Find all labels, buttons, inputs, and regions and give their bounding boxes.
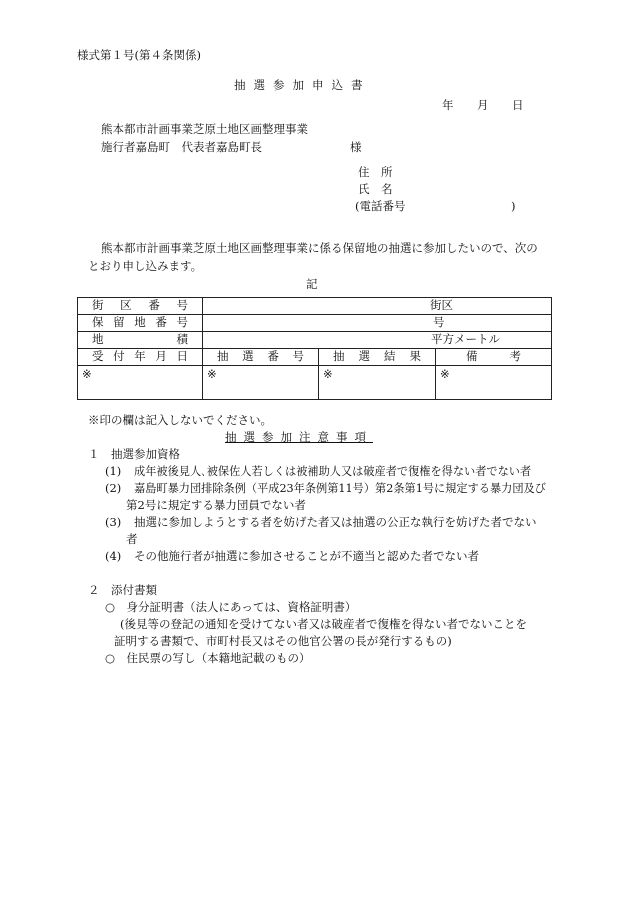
- table-row: [78, 315, 552, 332]
- date-day: 日: [512, 98, 524, 112]
- item3-text-cont: 者: [126, 532, 138, 546]
- table-row: [78, 349, 552, 366]
- header-remarks: 備考: [436, 349, 552, 366]
- body-text-line1: 熊本都市計画事業芝原土地区画整理事業に係る保留地の抽選に参加したいので、次の: [101, 241, 538, 255]
- addressee-honorific: 様: [350, 140, 362, 154]
- item2-text-cont: 第2号に規定する暴力団員でない者: [126, 498, 306, 512]
- attachment2: ○ 住民票の写し（本籍地記載のもの）: [105, 651, 311, 665]
- body-text-line2: とおり申し込みます。: [88, 259, 203, 273]
- applicant-name-label: 氏 名: [358, 182, 393, 196]
- reserved-lot-number-suffix: 号: [433, 315, 445, 330]
- item2-text: 嘉島町暴力団排除条例（平成23年条例第11号）第2条第1号に規定する暴力団及び: [134, 482, 546, 495]
- header-lottery-number: 抽選番号: [203, 349, 319, 366]
- date-year: 年: [442, 98, 454, 112]
- notice-title: 抽選参加注意事項: [225, 430, 373, 444]
- item4-text: その他施行者が抽選に参加させることが不適当と認めた者でない者: [134, 549, 479, 563]
- reserved-lot-number-label: 保留地番号: [78, 315, 203, 332]
- item4-number: (4): [105, 549, 122, 563]
- item2-number: (2): [105, 481, 122, 495]
- item1-number: (1): [105, 464, 122, 478]
- application-table: [77, 297, 552, 400]
- area-suffix: 平方メートル: [431, 332, 500, 347]
- mark-receipt-date: ※: [78, 366, 203, 400]
- attachment1-sub1: (後見等の登記の通知を受けてない者又は破産者で復権を得ない者でないことを: [120, 617, 527, 631]
- applicant-phone-close: ): [511, 199, 516, 213]
- mark-lottery-number: ※: [203, 366, 319, 400]
- table-row: [78, 298, 552, 315]
- addressee-line1: 熊本都市計画事業芝原土地区画整理事業: [101, 122, 308, 136]
- table-row: [78, 332, 552, 349]
- reserved-lot-number-field[interactable]: [203, 315, 552, 332]
- item3-text: 抽選に参加しようとする者を妨げた者又は抽選の公正な執行を妨げた者でない: [134, 515, 537, 529]
- attachment1-sub2: 証明する書類で、市町村長又はその他官公署の長が発行するもの): [114, 634, 452, 648]
- block-number-suffix: 街区: [430, 298, 453, 313]
- section2-heading: ２ 添付書類: [88, 583, 157, 597]
- applicant-phone-open: (電話番号: [355, 199, 406, 213]
- area-field[interactable]: [203, 332, 552, 349]
- form-number: 様式第１号(第４条関係): [77, 48, 201, 62]
- header-lottery-result: 抽選結果: [319, 349, 436, 366]
- ki-label: 記: [306, 277, 318, 291]
- applicant-address-label: 住 所: [358, 165, 393, 179]
- item1-text: 成年被後見人､被保佐人若しくは被補助人又は破産者で復権を得ない者でない者: [134, 465, 532, 478]
- header-receipt-date: 受付年月日: [78, 349, 203, 366]
- date-month: 月: [477, 98, 489, 112]
- item3-number: (3): [105, 515, 122, 529]
- mark-lottery-result: ※: [319, 366, 436, 400]
- attachment1: ○ 身分証明書（法人にあっては、資格証明書）: [105, 600, 357, 614]
- table-row: [78, 366, 552, 400]
- area-label: 地積: [78, 332, 203, 349]
- mark-remarks: ※: [436, 366, 552, 400]
- note-text: ※印の欄は記入しないでください。: [88, 413, 272, 427]
- block-number-field[interactable]: [203, 298, 552, 315]
- section1-heading: １ 抽選参加資格: [88, 447, 180, 461]
- addressee-line2: 施行者嘉島町 代表者嘉島町長: [101, 140, 262, 154]
- block-number-label: 街区番号: [78, 298, 203, 315]
- page-title: 抽選参加申込書: [234, 78, 371, 92]
